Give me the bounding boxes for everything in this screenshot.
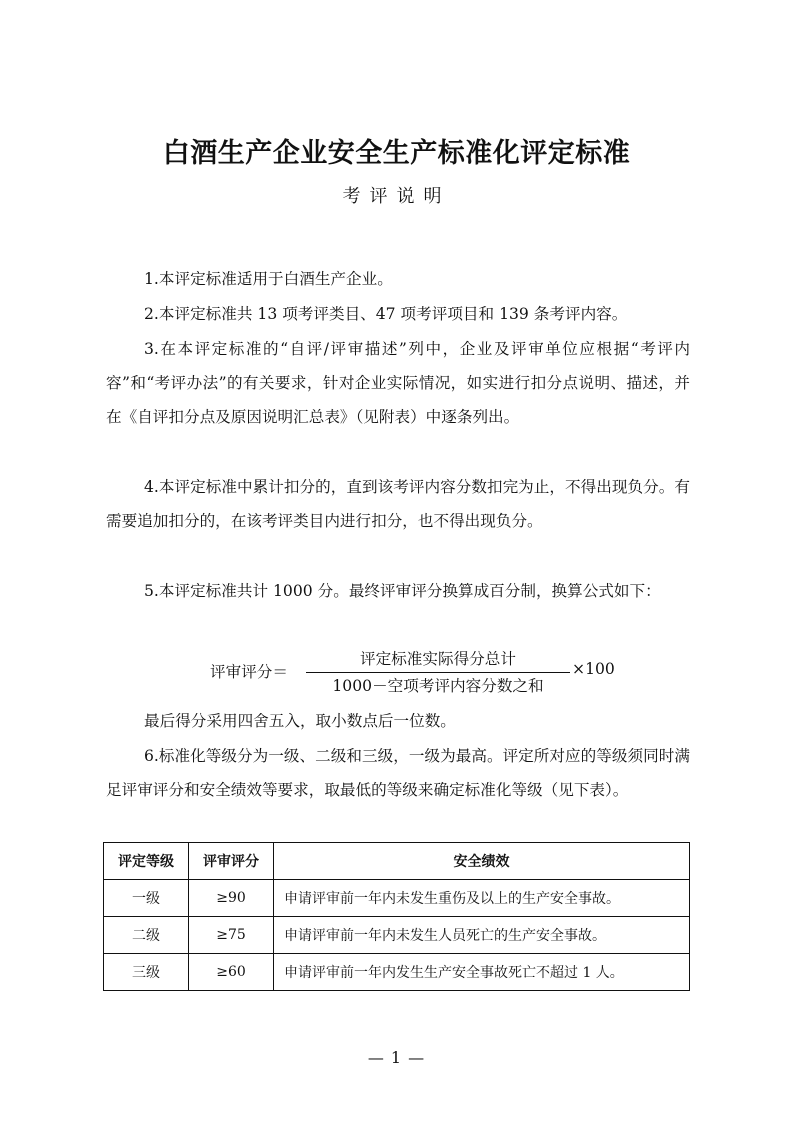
paragraph-rounding: 最后得分采用四舍五入，取小数点后一位数。 [144, 712, 456, 730]
cell-performance: 申请评审前一年内未发生重伤及以上的生产安全事故。 [274, 880, 690, 917]
cell-score: ≥60 [189, 954, 274, 991]
formula-denominator: 1000－空项考评内容分数之和 [332, 677, 544, 695]
paragraph-5: 5.本评定标准共计 1000 分。最终评审评分换算成百分制，换算公式如下： [144, 582, 661, 600]
cell-score: ≥75 [189, 917, 274, 954]
table-header-row [104, 843, 690, 880]
score-formula [210, 648, 630, 698]
formula-numerator: 评定标准实际得分总计 [360, 650, 516, 668]
formula-fraction [306, 648, 570, 697]
paragraph-6: 6.标准化等级分为一级、二级和三级，一级为最高。评定所对应的等级须同时满足评审评分和安全绩效等要求，取最低的等级来确定标准化等级（见下表）。 [106, 747, 690, 799]
document-title: 白酒生产企业安全生产标准化评定标准 [162, 138, 631, 169]
paragraph-2: 2.本评定标准共 13 项考评类目、47 项考评项目和 139 条考评内容。 [144, 305, 628, 323]
header-grade: 评定等级 [104, 843, 189, 880]
paragraph-4: 4.本评定标准中累计扣分的，直到该考评内容分数扣完为止，不得出现负分。有需要追加扣分的，在该考评类目内进行扣分，也不得出现负分。 [106, 478, 690, 530]
table-row [104, 917, 690, 954]
cell-grade: 二级 [104, 917, 189, 954]
grade-table [103, 842, 690, 991]
cell-grade: 三级 [104, 954, 189, 991]
page-number: — 1 — [367, 1048, 426, 1067]
paragraph-3: 3.在本评定标准的“自评/评审描述”列中，企业及评审单位应根据“考评内容”和“考评办法”的有关要求，针对企业实际情况，如实进行扣分点说明、描述，并在《自评扣分点及原因说明汇总表》（见附表）中逐条列出。 [106, 340, 690, 426]
header-performance: 安全绩效 [274, 843, 690, 880]
header-score: 评审评分 [189, 843, 274, 880]
formula-multiplier: ×100 [572, 660, 615, 678]
cell-score: ≥90 [189, 880, 274, 917]
document-subtitle: 考评说明 [342, 186, 451, 207]
cell-performance: 申请评审前一年内未发生人员死亡的生产安全事故。 [274, 917, 690, 954]
cell-performance: 申请评审前一年内发生生产安全事故死亡不超过 1 人。 [274, 954, 690, 991]
table-row [104, 954, 690, 991]
cell-grade: 一级 [104, 880, 189, 917]
table-row [104, 880, 690, 917]
paragraph-1: 1.本评定标准适用于白酒生产企业。 [144, 270, 393, 288]
fraction-bar [306, 672, 570, 673]
formula-lhs: 评审评分＝ [210, 663, 288, 681]
